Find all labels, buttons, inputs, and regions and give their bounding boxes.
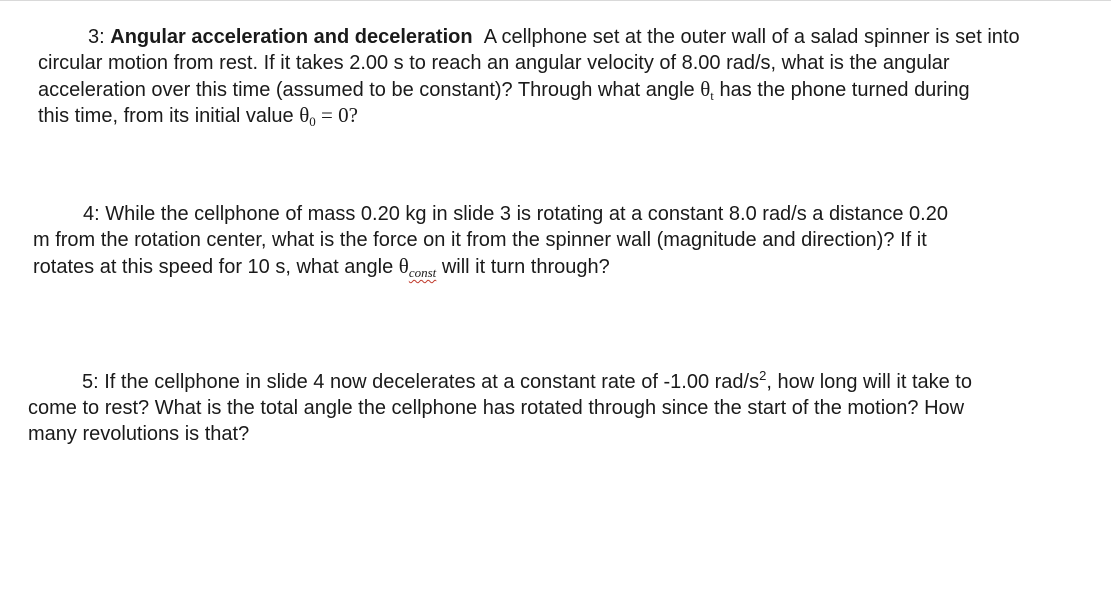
problem-4-line-3-text-a: rotates at this speed for 10 s, what angle <box>33 256 399 278</box>
problem-3-line-1 <box>38 24 1020 50</box>
problem-4-line-1: 4: While the cellphone of mass 0.20 kg in slide 3 is rotating at a constant 8.0 rad/s a distance 0.20 <box>83 203 948 225</box>
problem-5 <box>28 369 972 447</box>
problem-3-line-3-text-a: acceleration over this time (assumed to be constant)? Through what angle <box>38 79 701 101</box>
theta-t-subscript: t <box>710 88 714 103</box>
problem-4-line-2: m from the rotation center, what is the force on it from the spinner wall (magnitude and direction)? If it <box>33 229 927 251</box>
problem-4-line-3-text-b: will it turn through? <box>436 256 610 278</box>
problem-5-line-1-text-a: 5: If the cellphone in slide 4 now decelerates at a constant rate of -1.00 rad/s <box>82 371 760 393</box>
problem-3-number: 3: <box>88 26 105 48</box>
theta-const-symbol <box>399 254 437 278</box>
problem-3-line-3-text-b: has the phone turned during <box>713 79 970 101</box>
problem-3 <box>38 24 1020 128</box>
theta-0-letter: θ <box>299 103 310 127</box>
theta-0-equation <box>299 103 358 127</box>
theta-const-subscript: const <box>408 265 437 280</box>
squared-superscript: 2 <box>759 368 767 383</box>
theta-t-symbol <box>700 77 714 101</box>
problem-4-line-3 <box>33 253 948 279</box>
problem-3-line-1-text: A cellphone set at the outer wall of a salad spinner is set into <box>483 26 1020 48</box>
problem-3-line-3 <box>38 76 1020 102</box>
problem-3-line-4 <box>38 102 1020 128</box>
problem-5-line-1 <box>28 369 972 395</box>
theta-const-letter: θ <box>398 254 409 278</box>
problem-3-line-4-text-a: this time, from its initial value <box>38 105 300 127</box>
problem-5-line-1-text-b: , how long will it take to <box>766 371 972 393</box>
problem-5-line-3: many revolutions is that? <box>28 423 250 445</box>
theta-0-value: = 0? <box>315 103 358 127</box>
problem-4 <box>33 201 948 279</box>
theta-t-letter: θ <box>700 77 711 101</box>
top-divider <box>0 0 1111 1</box>
theta-0-subscript: 0 <box>309 114 316 129</box>
problem-3-line-2: circular motion from rest. If it takes 2.00 s to reach an angular velocity of 8.00 rad/s, what is the angular <box>38 52 950 74</box>
problem-3-title: Angular acceleration and deceleration <box>110 26 473 48</box>
problem-5-line-2: come to rest? What is the total angle the cellphone has rotated through since the start of the motion? How <box>28 397 965 419</box>
